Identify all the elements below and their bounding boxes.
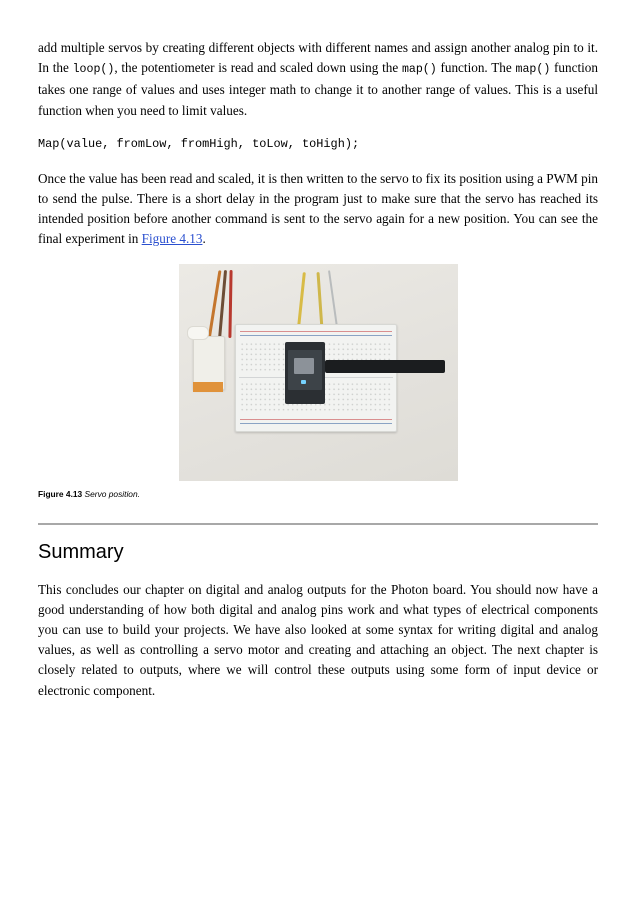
code-block-map-signature: Map(value, fromLow, fromHigh, toLow, toHigh);: [38, 136, 360, 151]
figure-cross-reference-link[interactable]: Figure 4.13: [141, 231, 203, 247]
usb-cable: [325, 360, 445, 373]
inline-code-map-2: map(): [515, 63, 551, 77]
figure-caption-title: Servo position.: [84, 488, 140, 499]
photon-board: [285, 342, 325, 404]
paragraph-text-segment: function takes one range of values and uses integer math to change it to another range of values. This is a useful function when you need to limit values.: [38, 60, 598, 118]
paragraph-text-segment: .: [202, 231, 206, 247]
paragraph-text-segment: , the potentiometer is read and scaled down using the: [114, 60, 402, 76]
paragraph-text-segment: function. The: [436, 60, 516, 76]
figure-caption-label: Figure 4.13: [38, 488, 83, 499]
servo-horn: [187, 326, 209, 340]
inline-code-loop: loop(): [72, 63, 115, 77]
paragraph-pwm-delay: [38, 169, 598, 250]
breadboard-power-rail-blue-bottom: [240, 423, 392, 424]
section-divider-rule: [38, 523, 598, 525]
inline-code-map-1: map(): [401, 63, 437, 77]
wire-red: [228, 270, 232, 338]
breadboard-power-rail-blue-top: [240, 335, 392, 336]
paragraph-summary: This concludes our chapter on digital and analog outputs for the Photon board. You should now have a good understanding of how both digital and analog pins work and what types of electrical components you can use to build your projects. We have also looked at some syntax for writing digital and analog values, as well as controlling a servo motor and creating and attaching an object. The next chapter is closely related to outputs, where we will control these outputs using some form of input device or electronic component.: [38, 581, 598, 698]
section-heading-summary: Summary: [38, 540, 124, 563]
figure-image-servo-position: [179, 264, 458, 481]
paragraph-servo-map: [38, 38, 598, 121]
photon-status-led: [301, 380, 306, 384]
figure-caption: [38, 489, 598, 499]
breadboard-power-rail-red-bottom: [240, 419, 392, 420]
paragraph-text-segment: add multiple servos by creating different objects with different names and assign another analog pin to it. In the: [38, 40, 598, 76]
photon-wifi-module: [294, 358, 314, 374]
figure-4-13: [38, 264, 598, 481]
breadboard-power-rail-red-top: [240, 331, 392, 332]
paragraph-text-segment: Once the value has been read and scaled, it is then written to the servo to fix its position using a PWM pin to send the pulse. There is a short delay in the program just to make sure that the servo has reached its intended position before another command is sent to the servo again for a new position. You can see the final experiment in: [38, 170, 598, 247]
servo-label-sticker: [193, 382, 223, 392]
